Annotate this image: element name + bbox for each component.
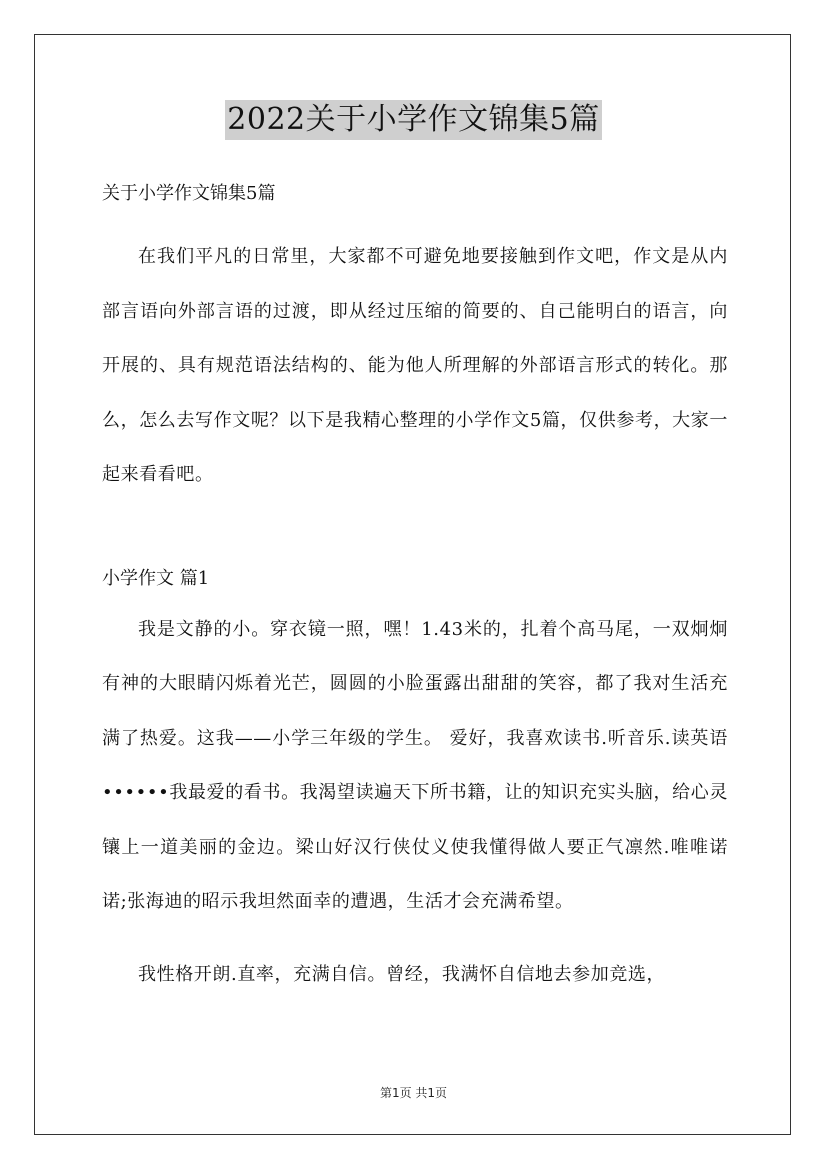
page-footer: 第1页 共1页 [379, 1086, 448, 1100]
intro-paragraph: 在我们平凡的日常里，大家都不可避免地要接触到作文吧，作文是从内部言语向外部言语的过渡，即从经过压缩的简要的、自己能明白的语言，向开展的、具有规范语法结构的、能为他人所理解的外部语言形式的转化。那么，怎么去写作文呢？以下是我精心整理的小学作文5篇，仅供参考，大家一起来看看吧。 [102, 246, 728, 485]
section-paragraph-1: 我是文静的小。穿衣镜一照，嘿！1.43米的，扎着个高马尾，一双炯炯有神的大眼睛闪烁着光芒，圆圆的小脸蛋露出甜甜的笑容，都了我对生活充满了热爱。这我——小学三年级的学生。 爱好，我喜欢读书.听音乐.读英语••••••我最爱的看书。我渴望读遍天下所书籍，让的知识充实头脑，给心灵镶上一道美丽的金边。梁山好汉行侠仗义使我懂得做人要正气凛然.唯唯诺诺;张海迪的昭示我坦然面幸的遭遇，生活才会充满希望。 [102, 618, 728, 912]
section-paragraph-2: 我性格开朗.直率，充满自信。曾经，我满怀自信地去参加竞选， [138, 963, 666, 985]
document-body [102, 176, 728, 1020]
document-subtitle: 关于小学作文锦集5篇 [102, 183, 276, 204]
title-container [0, 100, 827, 140]
section-heading: 小学作文 篇1 [102, 567, 210, 589]
document-title: 2022关于小学作文锦集5篇 [225, 100, 601, 140]
